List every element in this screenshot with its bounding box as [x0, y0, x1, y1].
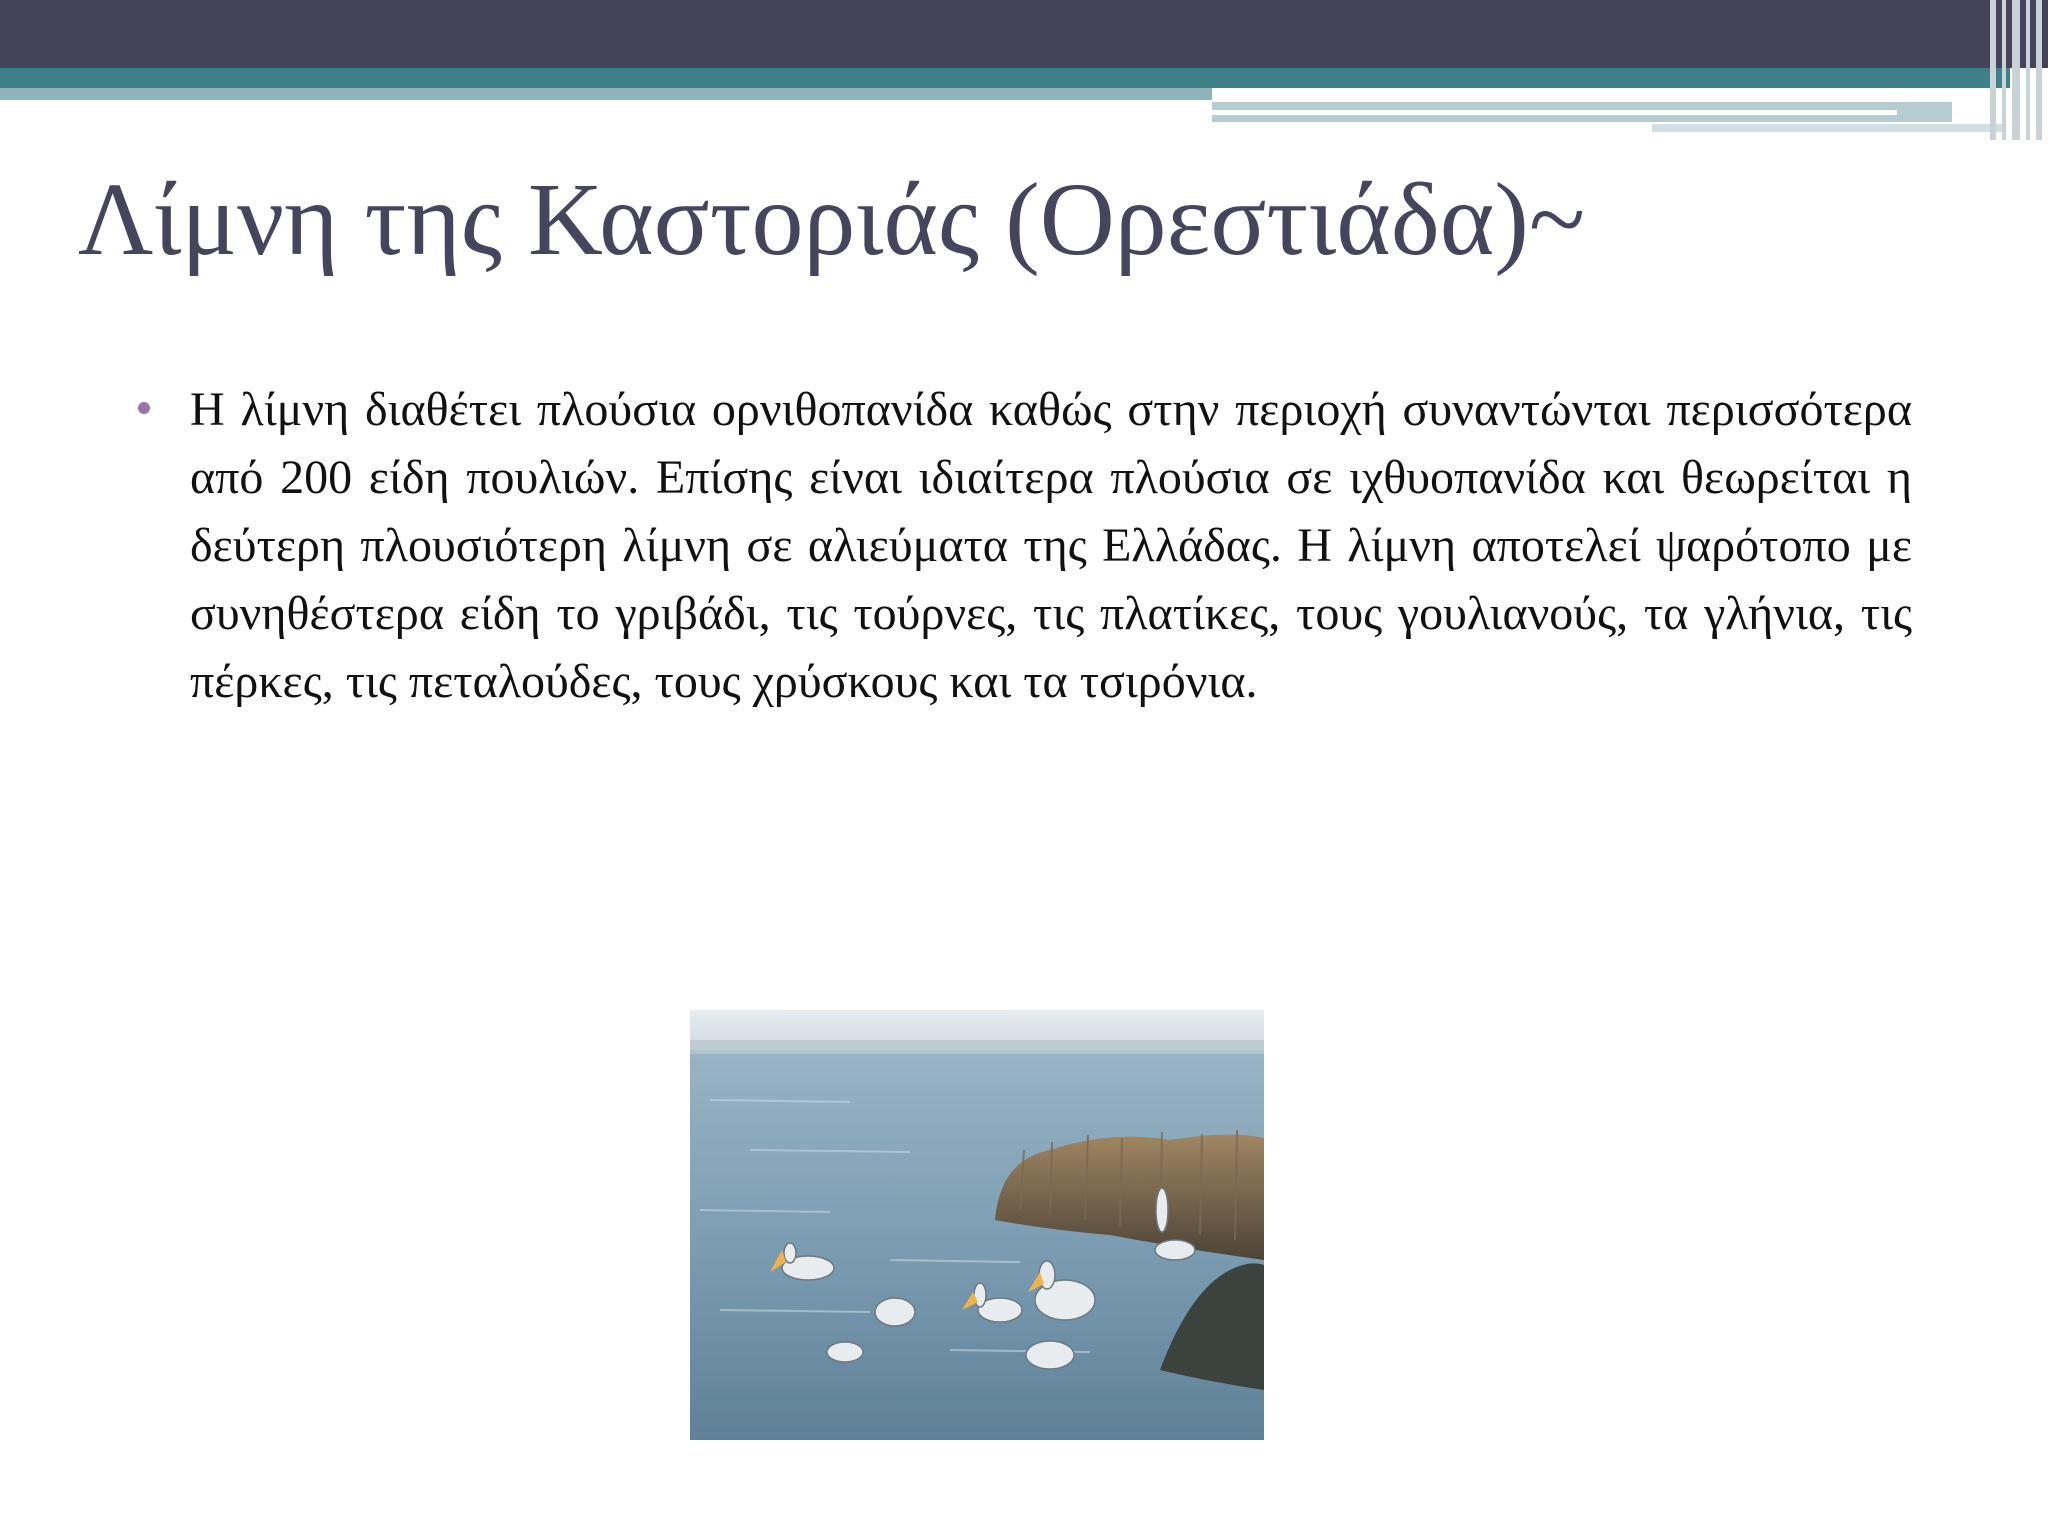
bullet-item [130, 376, 1912, 716]
bullet-text: Η λίμνη διαθέτει πλούσια ορνιθοπανίδα καθώς στην περιοχή συναντώνται περισσότερα από 200 είδη πουλιών. Επίσης είναι ιδιαίτερα πλούσια σε ιχθυοπανίδα και θεωρείται η δεύτερη πλουσιότερη λίμνη σε αλιεύματα της Ελλάδας. Η λίμνη αποτελεί ψαρότοπο με συνηθέστερα είδη το γριβάδι, τις τούρνες, τις πλατίκες, τους γουλιανούς, τα γλήνια, τις πέρκες, τις πεταλούδες, τους χρύσκους και τα τσιρόνια. [190, 383, 1912, 708]
header-teal-band [0, 68, 2010, 88]
corner-stripes [1986, 0, 2048, 140]
bullet-dot-icon [138, 402, 150, 414]
slide-title: Λίμνη της Καστοριάς (Ορεστιάδα)~ [78, 162, 1586, 277]
header-dark-band [0, 0, 2048, 68]
header-right-tail [1652, 124, 2004, 132]
header-light-band [0, 88, 1212, 100]
lake-photo [690, 1010, 1264, 1440]
header-white-line [1212, 110, 1897, 115]
bullet-list [130, 376, 1912, 716]
